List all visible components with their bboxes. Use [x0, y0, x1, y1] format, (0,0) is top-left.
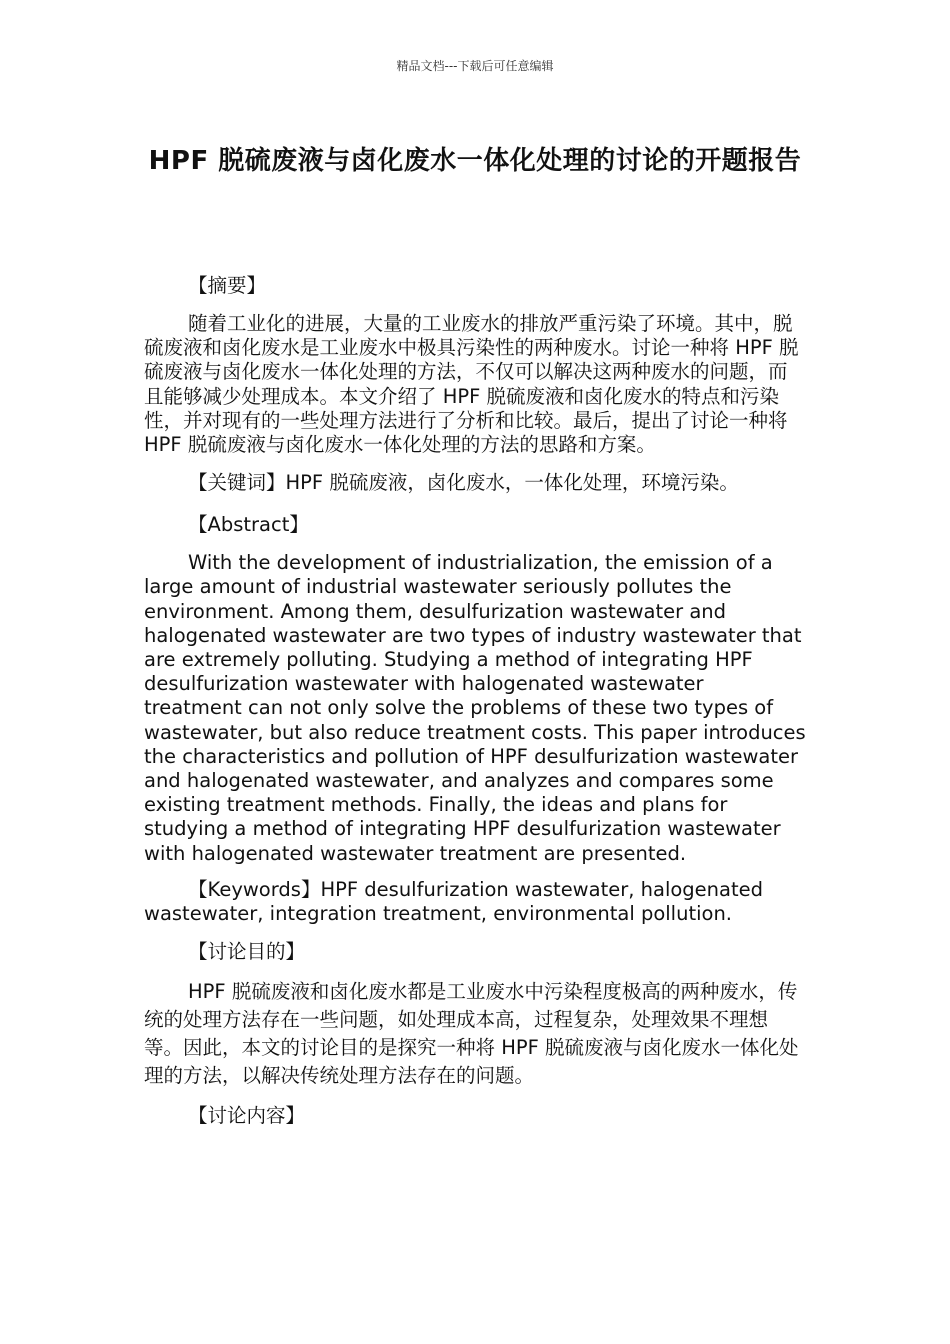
abstract-en-heading: 【Abstract】 [188, 513, 309, 537]
purpose-heading: 【讨论目的】 [188, 940, 306, 964]
header-note: 精品文档---下载后可任意编辑 [396, 59, 554, 73]
page-title: HPF 脱硫废液与卤化废水一体化处理的讨论的开题报告 [148, 146, 802, 176]
abstract-en-body: With the development of industrialization, the emission of a large amount of industrial wastewater seriously pollutes the environment. Among them, desulfurization wastewater and halogenated wastewater are two types of industry wastewater that are extremely polluting. Studying a method of integrating HPF desulfurization wastewater with halogenated wastewater treatment can not only solve the problems of these two types of wastewater, but also reduce treatment costs. This paper introduces the characteristics and pollution of HPF desulfurization wastewater and halogenated wastewater, and analyzes and compares some existing treatment methods. Finally, the ideas and plans for studying a method of integrating HPF desulfurization wastewater with halogenated wastewater treatment are presented. [144, 551, 806, 865]
abstract-cn-heading: 【摘要】 [188, 274, 267, 297]
purpose-body: HPF 脱硫废液和卤化废水都是工业废水中污染程度极高的两种废水，传统的处理方法存在一些问题，如处理成本高，过程复杂，处理效果不理想等。因此，本文的讨论目的是探究一种将 HPF 脱硫废液与卤化废水一体化处理的方法，以解决传统处理方法存在的问题。 [144, 980, 799, 1088]
keywords-cn: 【关键词】HPF 脱硫废液，卤化废水，一体化处理，环境污染。 [188, 471, 739, 495]
content-heading: 【讨论内容】 [188, 1104, 306, 1128]
keywords-en: 【Keywords】HPF desulfurization wastewater, halogenated wastewater, integration treatment, environmental pollution. [144, 877, 764, 926]
document-body [144, 270, 806, 1132]
abstract-cn-body: 随着工业化的进展，大量的工业废水的排放严重污染了环境。其中，脱硫废液和卤化废水是工业废水中极具污染性的两种废水。讨论一种将 HPF 脱硫废液与卤化废水一体化处理的方法，不仅可以解决这两种废水的问题，而且能够减少处理成本。本文介绍了 HPF 脱硫废液和卤化废水的特点和污染性，并对现有的一些处理方法进行了分析和比较。最后，提出了讨论一种将 HPF 脱硫废液与卤化废水一体化处理的方法的思路和方案。 [144, 312, 799, 457]
